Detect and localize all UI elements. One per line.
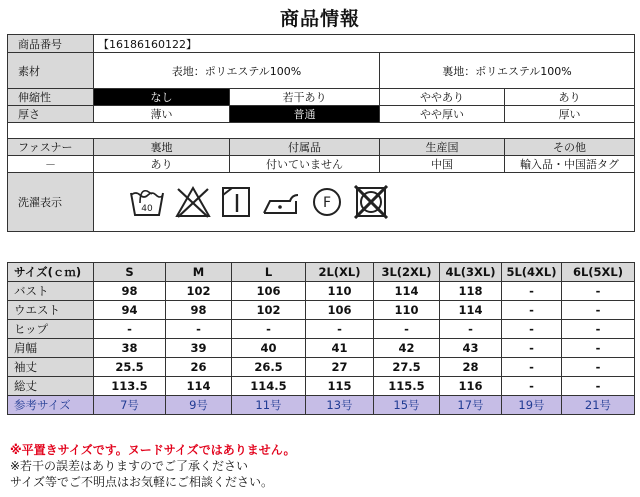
measurement-cell: 106 <box>306 301 374 320</box>
other-header: その他 <box>505 139 635 156</box>
row-label: 総丈 <box>8 377 94 396</box>
size-header-cell: 4L(3XL) <box>440 263 502 282</box>
measurement-cell: 116 <box>440 377 502 396</box>
reference-size-cell: 19号 <box>502 396 562 415</box>
reference-size-cell: 7号 <box>94 396 166 415</box>
accessories-value: 付いていません <box>230 156 380 173</box>
size-header-cell: 3L(2XL) <box>374 263 440 282</box>
svg-text:40: 40 <box>141 204 153 214</box>
size-header-cell: 6L(5XL) <box>562 263 635 282</box>
table-row <box>8 301 635 320</box>
country-value: 中国 <box>380 156 505 173</box>
reference-size-cell: 17号 <box>440 396 502 415</box>
measurement-cell: 113.5 <box>94 377 166 396</box>
measurement-cell: 27.5 <box>374 358 440 377</box>
size-header-cell: 5L(4XL) <box>502 263 562 282</box>
stretch-option: なし <box>94 89 230 106</box>
measurement-cell: 118 <box>440 282 502 301</box>
measurement-cell: 27 <box>306 358 374 377</box>
size-header-cell: L <box>232 263 306 282</box>
dry-clean-f-icon <box>310 185 344 219</box>
row-label: ウエスト <box>8 301 94 320</box>
wash-icons-cell <box>94 173 635 232</box>
note-line: サイズ等でご不明点はお気軽にご相談ください。 <box>10 475 274 489</box>
line-dry-icon <box>220 185 252 219</box>
measurement-cell: 41 <box>306 339 374 358</box>
measurement-cell: - <box>562 377 635 396</box>
stretch-option: ややあり <box>380 89 505 106</box>
iron-low-icon <box>260 185 302 219</box>
material-label: 素材 <box>8 53 94 89</box>
measurement-cell: - <box>502 377 562 396</box>
material-outer: 表地：ポリエステル100% <box>94 53 380 89</box>
notes <box>10 442 296 490</box>
reference-size-cell: 9号 <box>166 396 232 415</box>
measurement-cell: 102 <box>232 301 306 320</box>
fastener-header: ファスナー <box>8 139 94 156</box>
stretch-option: あり <box>505 89 635 106</box>
accessories-header: 付属品 <box>230 139 380 156</box>
stretch-label: 伸縮性 <box>8 89 94 106</box>
measurement-cell: 25.5 <box>94 358 166 377</box>
hand-wash-40-icon <box>128 185 166 219</box>
measurement-cell: 40 <box>232 339 306 358</box>
no-bleach-icon <box>174 185 212 219</box>
row-label: 袖丈 <box>8 358 94 377</box>
measurement-cell: - <box>166 320 232 339</box>
measurement-cell: - <box>306 320 374 339</box>
fastener-value: － <box>8 156 94 173</box>
country-header: 生産国 <box>380 139 505 156</box>
measurement-cell: 110 <box>306 282 374 301</box>
measurement-cell: 98 <box>166 301 232 320</box>
no-tumble-dry-icon <box>352 185 390 219</box>
page-title: 商品情報 <box>279 8 360 30</box>
reference-size-cell: 21号 <box>562 396 635 415</box>
measurement-cell: - <box>232 320 306 339</box>
measurement-cell: - <box>502 339 562 358</box>
stretch-option: 若干あり <box>230 89 380 106</box>
measurement-cell: 94 <box>94 301 166 320</box>
measurement-cell: - <box>374 320 440 339</box>
product-info-table <box>7 34 635 232</box>
table-row <box>8 377 635 396</box>
material-lining: 裏地：ポリエステル100% <box>380 53 635 89</box>
measurement-cell: 98 <box>94 282 166 301</box>
other-value: 輸入品・中国語タグ <box>505 156 635 173</box>
size-header-row <box>8 263 635 282</box>
measurement-cell: - <box>562 358 635 377</box>
table-row <box>8 320 635 339</box>
size-header-cell: 2L(XL) <box>306 263 374 282</box>
row-label: バスト <box>8 282 94 301</box>
row-label: 肩幅 <box>8 339 94 358</box>
thickness-option: やや厚い <box>380 106 505 123</box>
measurement-cell: 42 <box>374 339 440 358</box>
reference-size-cell: 13号 <box>306 396 374 415</box>
reference-size-cell: 11号 <box>232 396 306 415</box>
reference-size-cell: 15号 <box>374 396 440 415</box>
measurement-cell: 43 <box>440 339 502 358</box>
measurement-cell: - <box>562 282 635 301</box>
spacer-row <box>8 123 635 139</box>
measurement-cell: - <box>440 320 502 339</box>
measurement-cell: 114 <box>166 377 232 396</box>
measurement-cell: - <box>562 339 635 358</box>
measurement-cell: - <box>94 320 166 339</box>
measurement-cell: 28 <box>440 358 502 377</box>
wash-label: 洗濯表示 <box>8 173 94 232</box>
table-row <box>8 358 635 377</box>
measurement-cell: 102 <box>166 282 232 301</box>
measurement-cell: - <box>502 282 562 301</box>
measurement-cell: - <box>502 358 562 377</box>
measurement-cell: 39 <box>166 339 232 358</box>
reference-size-label: 参考サイズ <box>8 396 94 415</box>
size-table <box>7 262 635 415</box>
thickness-option: 普通 <box>230 106 380 123</box>
table-row <box>8 282 635 301</box>
item-no-value: 【16186160122】 <box>94 35 635 53</box>
row-label: ヒップ <box>8 320 94 339</box>
measurement-cell: - <box>562 301 635 320</box>
measurement-cell: 114 <box>374 282 440 301</box>
thickness-option: 薄い <box>94 106 230 123</box>
measurement-cell: 114.5 <box>232 377 306 396</box>
item-no-label: 商品番号 <box>8 35 94 53</box>
table-row <box>8 339 635 358</box>
reference-size-row <box>8 396 635 415</box>
lining-header: 裏地 <box>94 139 230 156</box>
size-header-cell: M <box>166 263 232 282</box>
measurement-cell: 110 <box>374 301 440 320</box>
measurement-cell: 26.5 <box>232 358 306 377</box>
lining-value: あり <box>94 156 230 173</box>
measurement-cell: - <box>502 320 562 339</box>
measurement-cell: 114 <box>440 301 502 320</box>
size-header-label: サイズ(ｃｍ) <box>8 263 94 282</box>
size-header-cell: S <box>94 263 166 282</box>
thickness-option: 厚い <box>505 106 635 123</box>
note-line: ※若干の誤差はありますのでご了承ください <box>10 459 249 473</box>
svg-text:F: F <box>322 195 332 211</box>
measurement-cell: 115.5 <box>374 377 440 396</box>
note-line: ※平置きサイズです。ヌードサイズではありません。 <box>10 443 296 457</box>
measurement-cell: 26 <box>166 358 232 377</box>
measurement-cell: - <box>562 320 635 339</box>
measurement-cell: 115 <box>306 377 374 396</box>
thickness-label: 厚さ <box>8 106 94 123</box>
measurement-cell: 38 <box>94 339 166 358</box>
measurement-cell: - <box>502 301 562 320</box>
measurement-cell: 106 <box>232 282 306 301</box>
